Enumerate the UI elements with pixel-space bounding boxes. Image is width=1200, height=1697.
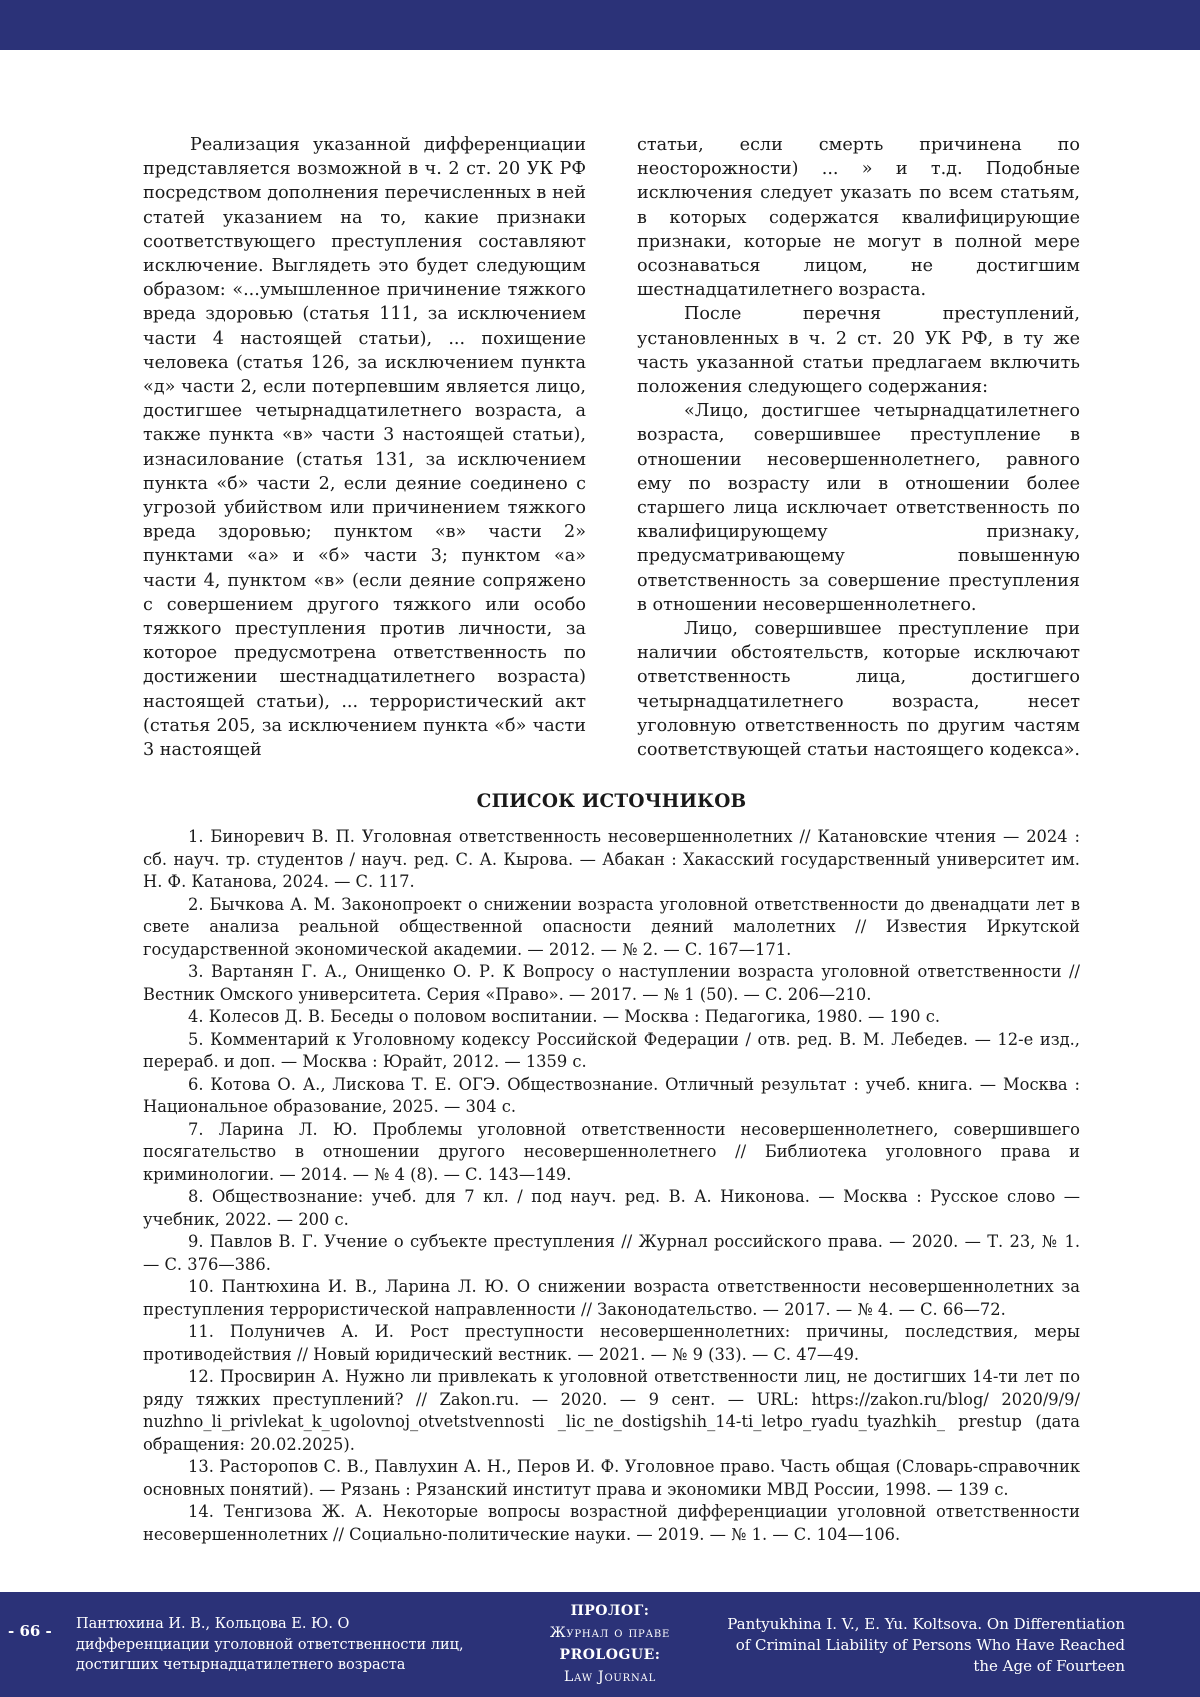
body-paragraph: статьи, если смерть причинена по неосторожности) ... » и т.д. Подобные исключения следует указать по всем статьям, в которых содержатся квалифицирующие признаки, которые не могут в полной мере осознаваться лицом, не достигшим шестнадцатилетнего возраста. bbox=[637, 135, 1080, 301]
body-paragraph: «Лицо, достигшее четырнадцатилетнего возраста, совершившее преступление в отношении несовершеннолетнего, равного ему по возрасту или в отношении более старшего лица исключает ответственность по квалифицирующему признаку, предусматривающему повышенную ответственность за совершение преступления в отношении несовершеннолетнего. bbox=[637, 401, 1080, 615]
journal-subtitle-en: Law Journal bbox=[563, 1669, 657, 1685]
journal-name bbox=[520, 1600, 700, 1688]
body-columns bbox=[143, 133, 1080, 762]
page-number: - 66 - bbox=[8, 1622, 52, 1640]
body-paragraph: Лицо, совершившее преступление при наличии обстоятельств, которые исключают ответственность лица, достигшего четырнадцатилетнего возраста, несет уголовную ответственность по другим частям соответствующей статьи настоящего кодекса». bbox=[637, 619, 1080, 761]
header-bar bbox=[0, 0, 1200, 50]
footer-citation-en: Pantyukhina I. V., E. Yu. Koltsova. On Differentiation of Criminal Liability of Persons Who Have Reached the Age of Fourteen bbox=[727, 1615, 1125, 1675]
reference-item: 2. Бычкова А. М. Законопроект о снижении возраста уголовной ответственности до двенадцати лет в свете анализа реальной общественной опасности деяний малолетних // Известия Иркутской государственной экономической академии. — 2012. — № 2. — С. 167—171. bbox=[143, 894, 1080, 959]
body-paragraph: После перечня преступлений, установленных в ч. 2 ст. 20 УК РФ, в ту же часть указанной статьи предлагаем включить положения следующего содержания: bbox=[637, 304, 1080, 398]
left-column bbox=[143, 133, 586, 762]
references-title: СПИСОК ИСТОЧНИКОВ bbox=[476, 791, 747, 812]
reference-item: 4. Колесов Д. В. Беседы о половом воспитании. — Москва : Педагогика, 1980. — 190 с. bbox=[188, 1007, 940, 1026]
reference-item: 10. Пантюхина И. В., Ларина Л. Ю. О снижении возраста ответственности несовершеннолетних за преступления террористической направленности // Законодательство. — 2017. — № 4. — С. 66—72. bbox=[143, 1277, 1080, 1319]
references-list bbox=[143, 826, 1080, 1546]
journal-title-en: PROLOGUE: bbox=[559, 1647, 661, 1663]
journal-subtitle-ru: Журнал о праве bbox=[549, 1625, 671, 1641]
reference-item: 11. Полуничев А. И. Рост преступности несовершеннолетних: причины, последствия, меры противодействия // Новый юридический вестник. — 2021. — № 9 (33). — С. 47—49. bbox=[143, 1322, 1080, 1364]
reference-item: 1. Бинoревич В. П. Уголовная ответственность несовершеннолетних // Катановские чтения — 2024 : сб. науч. тр. студентов / науч. ред. С. А. Кырова. — Абакан : Хакасский государственный университет им. Н. Ф. Катанова, 2024. — С. 117. bbox=[143, 827, 1080, 891]
reference-item: 14. Тенгизова Ж. А. Некоторые вопросы возрастной дифференциации уголовной ответственности несовершеннолетних // Социально-политические науки. — 2019. — № 1. — С. 104—106. bbox=[143, 1502, 1080, 1544]
reference-item: 9. Павлов В. Г. Учение о субъекте преступления // Журнал российского права. — 2020. — Т. 23, № 1. — С. 376—386. bbox=[143, 1232, 1080, 1274]
reference-item: 5. Комментарий к Уголовному кодексу Российской Федерации / отв. ред. В. М. Лебедев. — 12-е изд., перераб. и доп. — Москва : Юрайт, 2012. — 1359 с. bbox=[143, 1029, 1080, 1071]
right-column bbox=[637, 133, 1080, 762]
footer-citation-ru: Пантюхина И. В., Кольцова Е. Ю. О дифференциации уголовной ответственности лиц, достигших четырнадцатилетнего возраста bbox=[76, 1616, 464, 1673]
reference-item: 12. Просвирин А. Нужно ли привлекать к уголовной ответственности лиц, не достигших 14-ти лет по ряду тяжких преступлений? // Zakon.ru. — 2020. — 9 сент. — URL: https://zakon.ru/blog/ 2020/9/9/ nuzhno_li_privlekat_k_ugolovnoj_otvetstvennosti _lic_ne_dostigshih_14-ti_letpo_ryadu_tyazhkih_ prestup (дата обращения: 20.02.2025). bbox=[143, 1367, 1080, 1454]
footer-bar bbox=[0, 1592, 1200, 1697]
journal-title-ru: ПРОЛОГ: bbox=[570, 1603, 650, 1619]
reference-item: 7. Ларина Л. Ю. Проблемы уголовной ответственности несовершеннолетнего, совершившего посягательство в отношении другого несовершеннолетнего // Библиотека уголовного права и криминологии. — 2014. — № 4 (8). — С. 143—149. bbox=[143, 1119, 1080, 1184]
body-paragraph: Реализация указанной дифференциации представляется возможной в ч. 2 ст. 20 УК РФ посредством дополнения перечисленных в ней статей указанием на то, какие признаки соответствующего преступления составляют исключение. Выглядеть это будет следующим образом: «...умышленное причинение тяжкого вреда здоровью (статья 111, за исключением части 4 настоящей статьи), ... похищение человека (статья 126, за исключением пункта «д» части 2, если потерпевшим является лицо, достигшее четырнадцатилетнего возраста, а также пункта «в» части 3 настоящей статьи), изнасилование (статья 131, за исключением пункта «б» части 2, если деяние соединено с угрозой убийством или причинением тяжкого вреда здоровью; пунктом «в» части 2» пунктами «а» и «б» части 3; пунктом «а» части 4, пунктом «в» (если деяние сопряжено с совершением другого тяжкого или особо тяжкого преступления против личности, за которое предусмотрена ответственность по достижении шестнадцатилетнего возраста) настоящей статьи), ... террористический акт (статья 205, за исключением пункта «б» части 3 настоящей bbox=[143, 135, 586, 761]
reference-item: 13. Расторопов С. В., Павлухин А. Н., Перов И. Ф. Уголовное право. Часть общая (Словарь-справочник основных понятий). — Рязань : Рязанский институт права и экономики МВД России, 1998. — 139 с. bbox=[143, 1457, 1080, 1499]
reference-item: 8. Обществознание: учеб. для 7 кл. / под науч. ред. В. А. Никонова. — Москва : Русское слово — учебник, 2022. — 200 с. bbox=[143, 1187, 1080, 1229]
reference-item: 6. Котова О. А., Лискова Т. Е. ОГЭ. Обществознание. Отличный результат : учеб. книга. — Москва : Национальное образование, 2025. — 304 с. bbox=[143, 1074, 1080, 1116]
reference-item: 3. Вартанян Г. А., Онищенко О. Р. К Вопросу о наступлении возраста уголовной ответственности // Вестник Омского университета. Серия «Право». — 2017. — № 1 (50). — С. 206—210. bbox=[143, 962, 1080, 1004]
